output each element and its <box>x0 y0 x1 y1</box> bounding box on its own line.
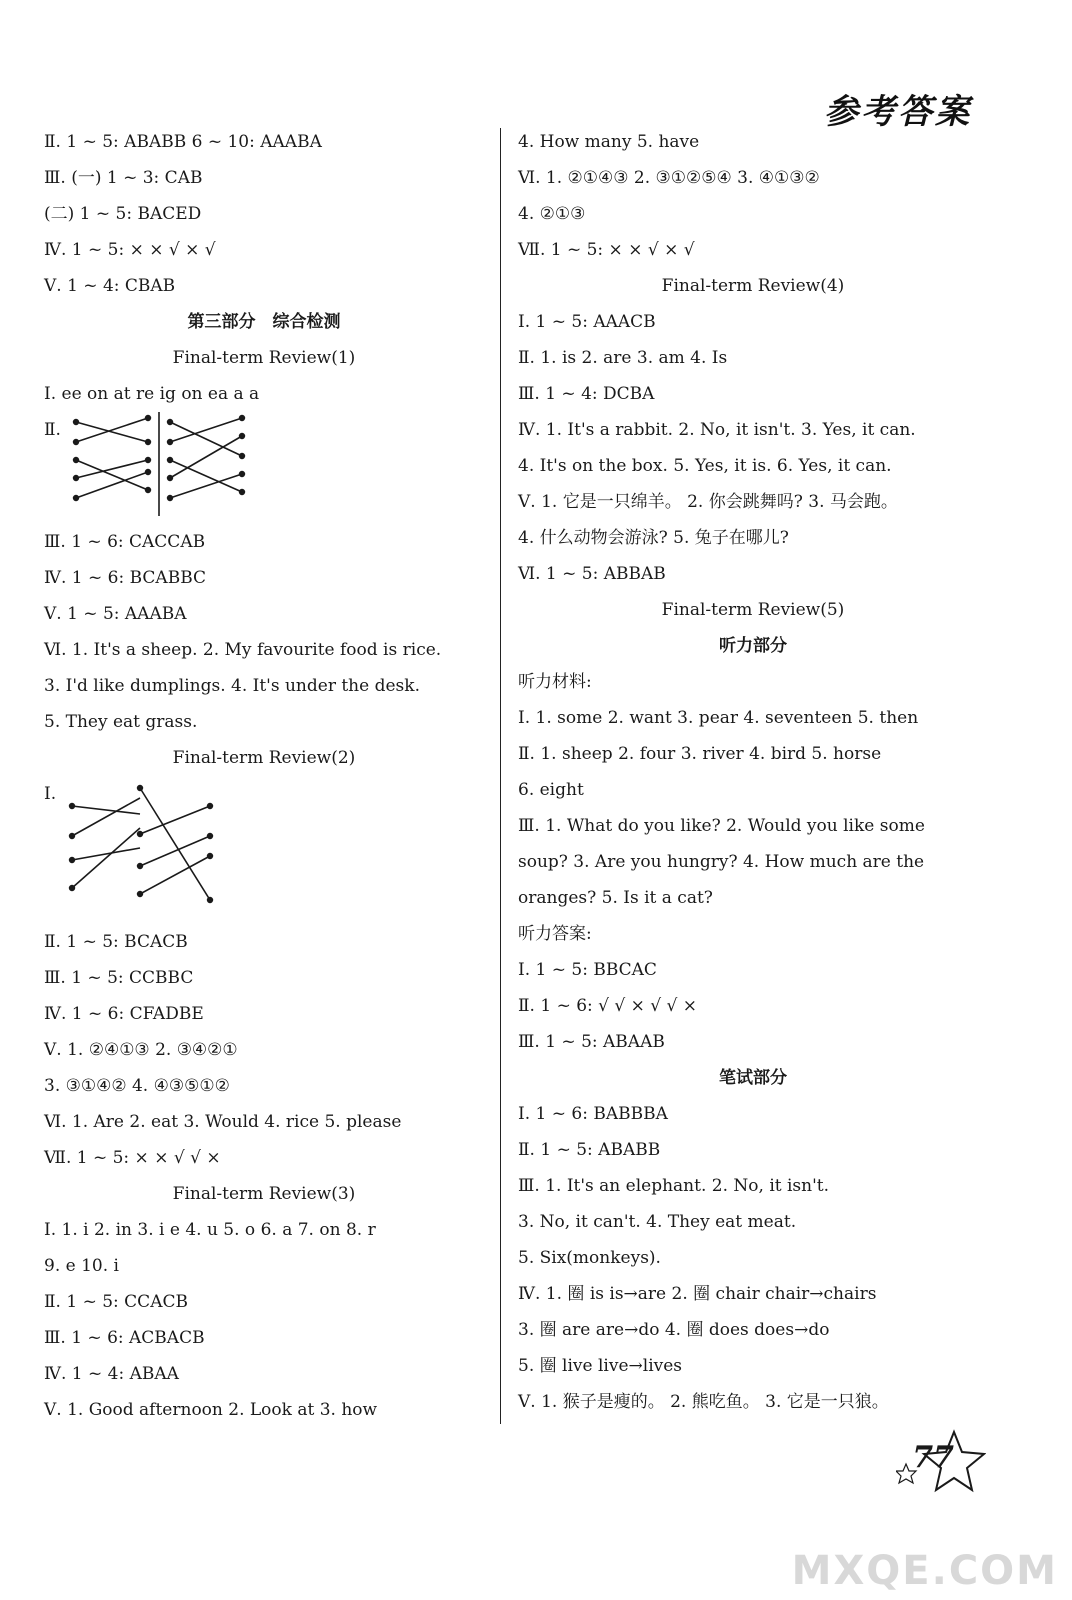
page-header-title: 参考答案 <box>824 92 972 132</box>
answer-line: Ⅲ. 1 ~ 6: CACCAB <box>44 532 206 552</box>
review-title: Final-term Review(1) <box>172 348 356 368</box>
answer-line: Ⅲ. 1. It's an elephant. 2. No, it isn't. <box>518 1176 830 1196</box>
answer-line: Ⅴ. 1 ~ 4: CBAB <box>44 276 176 296</box>
answer-line: 5. 圈 live live→lives <box>518 1356 683 1376</box>
review-title: Final-term Review(2) <box>172 748 356 768</box>
answer-line: Ⅳ. 1 ~ 5: × × √ × √ <box>44 240 216 260</box>
answer-line: (二) 1 ~ 5: BACED <box>44 204 202 224</box>
answer-label: 听力材料: <box>518 672 592 692</box>
answer-line: 3. I'd like dumplings. 4. It's under the desk. <box>44 676 420 696</box>
answer-line: Ⅰ. 1 ~ 5: AAACB <box>518 312 656 332</box>
answer-line: Ⅳ. 1 ~ 4: ABAA <box>44 1364 179 1384</box>
answer-line: 6. eight <box>518 780 584 800</box>
matching-lines-1 <box>44 412 284 522</box>
answer-line: 3. 圈 are are→do 4. 圈 does does→do <box>518 1320 830 1340</box>
answer-line: Ⅲ. 1 ~ 4: DCBA <box>518 384 655 404</box>
answer-line: Ⅵ. 1. It's a sheep. 2. My favourite food is rice. <box>44 640 442 660</box>
answer-line: Ⅰ. 1. some 2. want 3. pear 4. seventeen 5. then <box>518 708 919 728</box>
answer-line: Ⅱ. 1 ~ 5: ABABB 6 ~ 10: AAABA <box>44 132 322 152</box>
answer-line: Ⅰ. 1 ~ 5: BBCAC <box>518 960 657 980</box>
answer-label: 听力答案: <box>518 924 592 944</box>
answer-line: Ⅵ. 1 ~ 5: ABBAB <box>518 564 666 584</box>
answer-line: Ⅳ. 1 ~ 6: BCABBC <box>44 568 207 588</box>
matching-lines-2 <box>44 776 284 922</box>
answer-line: Ⅲ. (一) 1 ~ 3: CAB <box>44 168 203 188</box>
answer-line: 3. No, it can't. 4. They eat meat. <box>518 1212 797 1232</box>
section-heading: 听力部分 <box>719 636 787 656</box>
right-column <box>518 124 988 1420</box>
section-heading: 笔试部分 <box>719 1068 787 1088</box>
left-column <box>44 124 484 1428</box>
answer-line: 4. 什么动物会游泳? 5. 兔子在哪儿? <box>518 528 789 548</box>
answer-line: Ⅲ. 1 ~ 6: ACBACB <box>44 1328 205 1348</box>
answer-line: Ⅰ. 1. i 2. in 3. i e 4. u 5. o 6. a 7. on 8. r <box>44 1220 376 1240</box>
answer-line: Ⅴ. 1. 它是一只绵羊。 2. 你会跳舞吗? 3. 马会跑。 <box>518 492 898 512</box>
answer-line: Ⅱ. 1 ~ 5: BCACB <box>44 932 188 952</box>
answer-line: Ⅳ. 1 ~ 6: CFADBE <box>44 1004 204 1024</box>
review-title: Final-term Review(3) <box>172 1184 356 1204</box>
answer-line: Ⅲ. 1. What do you like? 2. Would you like some <box>518 816 925 836</box>
answer-line: 4. ②①③ <box>518 204 586 224</box>
answer-line: 4. It's on the box. 5. Yes, it is. 6. Yes, it can. <box>518 456 892 476</box>
matching-diagram-2 <box>44 776 484 924</box>
answer-line: Ⅳ. 1. It's a rabbit. 2. No, it isn't. 3. Yes, it can. <box>518 420 916 440</box>
column-divider <box>500 128 501 1424</box>
answer-line: 5. They eat grass. <box>44 712 198 732</box>
answer-line: Ⅵ. 1. ②①④③ 2. ③①②⑤④ 3. ④①③② <box>518 168 820 188</box>
page-number: 77 <box>912 1440 954 1475</box>
answer-line: 5. Six(monkeys). <box>518 1248 661 1268</box>
answer-line: Ⅱ. 1. is 2. are 3. am 4. Is <box>518 348 728 368</box>
answer-line: soup? 3. Are you hungry? 4. How much are the <box>518 852 925 872</box>
answer-line: Ⅰ. 1 ~ 6: BABBBA <box>518 1104 668 1124</box>
review-title: Final-term Review(4) <box>661 276 845 296</box>
answer-line: Ⅲ. 1 ~ 5: ABAAB <box>518 1032 665 1052</box>
answer-line: Ⅳ. 1. 圈 is is→are 2. 圈 chair chair→chairs <box>518 1284 877 1304</box>
answer-line: Ⅰ. ee on at re ig on ea a a <box>44 384 260 404</box>
answer-line: Ⅲ. 1 ~ 5: CCBBC <box>44 968 194 988</box>
review-title: Final-term Review(5) <box>661 600 845 620</box>
answer-line: Ⅱ. 1 ~ 5: CCACB <box>44 1292 188 1312</box>
diagram-label: Ⅰ. <box>44 784 57 804</box>
answer-line: Ⅴ. 1. ②④①③ 2. ③④②① <box>44 1040 238 1060</box>
answer-line: Ⅱ. 1. sheep 2. four 3. river 4. bird 5. horse <box>518 744 882 764</box>
answer-line: Ⅶ. 1 ~ 5: × × √ √ × <box>44 1148 221 1168</box>
answer-line: 9. e 10. i <box>44 1256 119 1276</box>
answer-line: Ⅱ. 1 ~ 5: ABABB <box>518 1140 661 1160</box>
answer-line: Ⅴ. 1. 猴子是瘦的。 2. 熊吃鱼。 3. 它是一只狼。 <box>518 1392 889 1412</box>
answer-line: Ⅵ. 1. Are 2. eat 3. Would 4. rice 5. please <box>44 1112 402 1132</box>
answer-line: Ⅴ. 1. Good afternoon 2. Look at 3. how <box>44 1400 378 1420</box>
answer-line: Ⅶ. 1 ~ 5: × × √ × √ <box>518 240 695 260</box>
answer-line: 4. How many 5. have <box>518 132 700 152</box>
answer-line: 3. ③①④② 4. ④③⑤①② <box>44 1076 230 1096</box>
diagram-label: Ⅱ. <box>44 420 61 440</box>
answer-line: oranges? 5. Is it a cat? <box>518 888 713 908</box>
matching-diagram-1 <box>44 412 484 524</box>
watermark: MXQE.COM <box>791 1548 1058 1594</box>
section-heading: 第三部分 综合检测 <box>187 312 341 332</box>
answer-line: Ⅱ. 1 ~ 6: √ √ × √ √ × <box>518 996 698 1016</box>
answer-line: Ⅴ. 1 ~ 5: AAABA <box>44 604 187 624</box>
